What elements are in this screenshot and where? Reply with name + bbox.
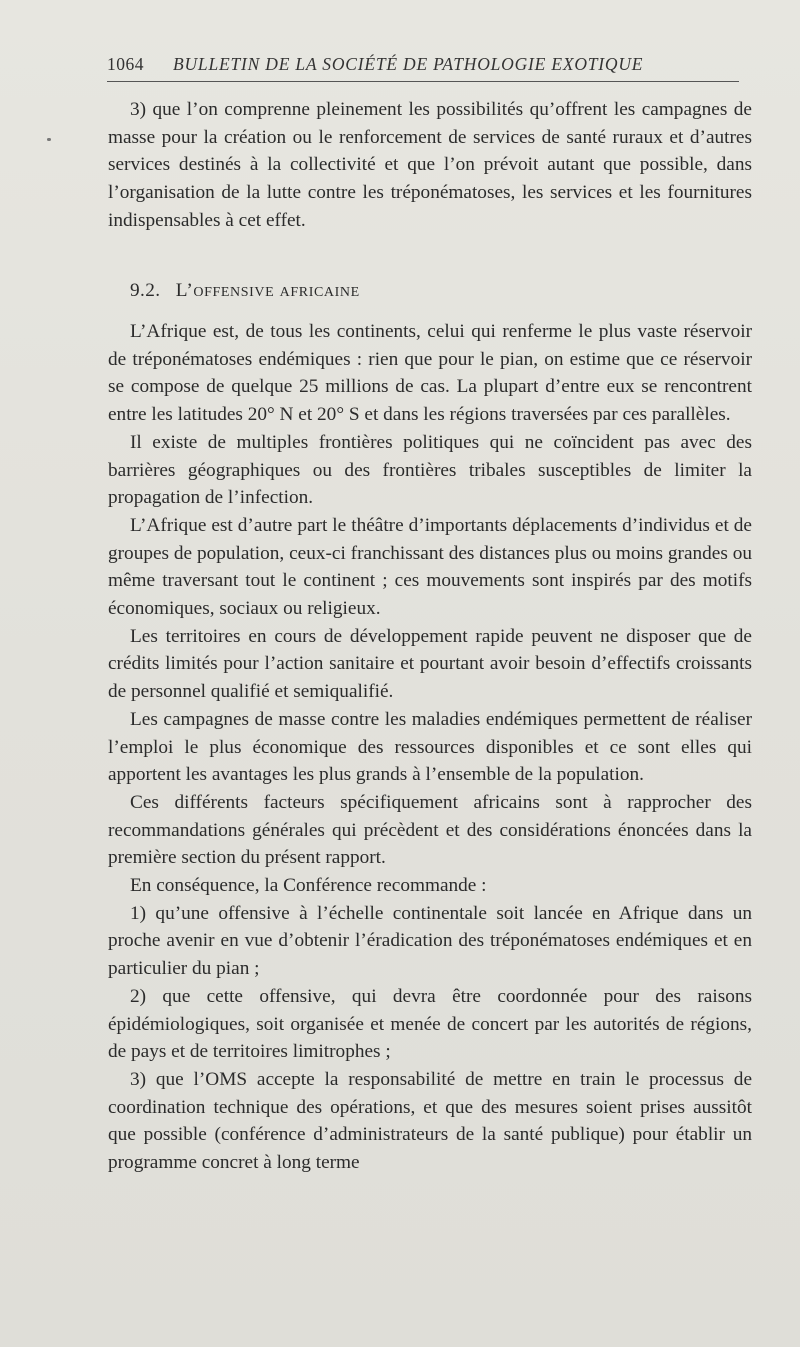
section-heading <box>130 280 360 302</box>
paragraph: L’Afrique est d’autre part le théâtre d’importants déplacements d’individus et de groupes de population, ceux-ci franchissant des distances plus ou moins grandes ou même traversant tout le continent ; ces mouvements sont inspirés par des motifs économiques, sociaux ou religieux. <box>108 514 752 620</box>
section-number: 9.2. <box>130 280 161 301</box>
paragraph: Les territoires en cours de développement rapide peuvent ne disposer que de crédits limités pour l’action sanitaire et pourtant avoir besoin d’effectifs croissants de personnel qualifié et semiqualifié. <box>108 625 752 703</box>
paragraph: 3) que l’OMS accepte la responsabilité de mettre en train le processus de coordination technique des opérations, et que des mesures soient prises aussitôt que possible (conférence d’administrateurs de la santé publique) pour établir un programme concret à long terme <box>108 1068 752 1174</box>
paragraph: 2) que cette offensive, qui devra être coordonnée pour des raisons épidémiologiques, soit organisée et menée de concert par les autorités de régions, de pays et de territoires limitrophes ; <box>108 985 752 1063</box>
page-number: 1064 <box>107 54 144 74</box>
section-body <box>108 318 752 1177</box>
intro-text <box>108 96 752 235</box>
paragraph: En conséquence, la Conférence recommande : <box>130 875 487 897</box>
section-title: L’offensive africaine <box>175 280 360 301</box>
paragraph: Les campagnes de masse contre les maladies endémiques permettent de réaliser l’emploi le plus économique des ressources disponibles et ce sont elles qui apportent les avantages les plus grands à l’ensemble de la population. <box>108 708 752 786</box>
paragraph: Ces différents facteurs spécifiquement africains sont à rapprocher des recommandations générales qui précèdent et des considérations énoncées dans la première section du présent rapport. <box>108 791 752 869</box>
header-rule <box>107 81 739 82</box>
paragraph: 1) qu’une offensive à l’échelle continentale soit lancée en Afrique dans un proche avenir en vue d’obtenir l’éradication des tréponématoses endémiques et en particulier du pian ; <box>108 902 752 980</box>
paragraph: L’Afrique est, de tous les continents, celui qui renferme le plus vaste réservoir de tréponématoses endémiques : rien que pour le pian, on estime que ce réservoir se compose de quelque 25 millions de cas. La plupart d’entre eux se rencontrent entre les latitudes 20° N et 20° S et dans les régions traversées par ces parallèles. <box>108 321 752 426</box>
page-header <box>107 54 739 84</box>
margin-mark <box>47 138 51 141</box>
paragraph: 3) que l’on comprenne pleinement les possibilités qu’offrent les campagnes de masse pour la création ou le renforcement de services de santé ruraux et d’autres services destinés à la collectivité et que l’on prévoit autant que possible, dans l’organisation de la lutte contre les tréponématoses, les services et les fournitures indispensables à cet effet. <box>108 99 752 231</box>
paragraph: Il existe de multiples frontières politiques qui ne coïncident pas avec des barrières géographiques ou des frontières tribales susceptibles de limiter la propagation de l’infection. <box>108 431 752 509</box>
running-title: BULLETIN DE LA SOCIÉTÉ DE PATHOLOGIE EXOTIQUE <box>173 54 644 74</box>
